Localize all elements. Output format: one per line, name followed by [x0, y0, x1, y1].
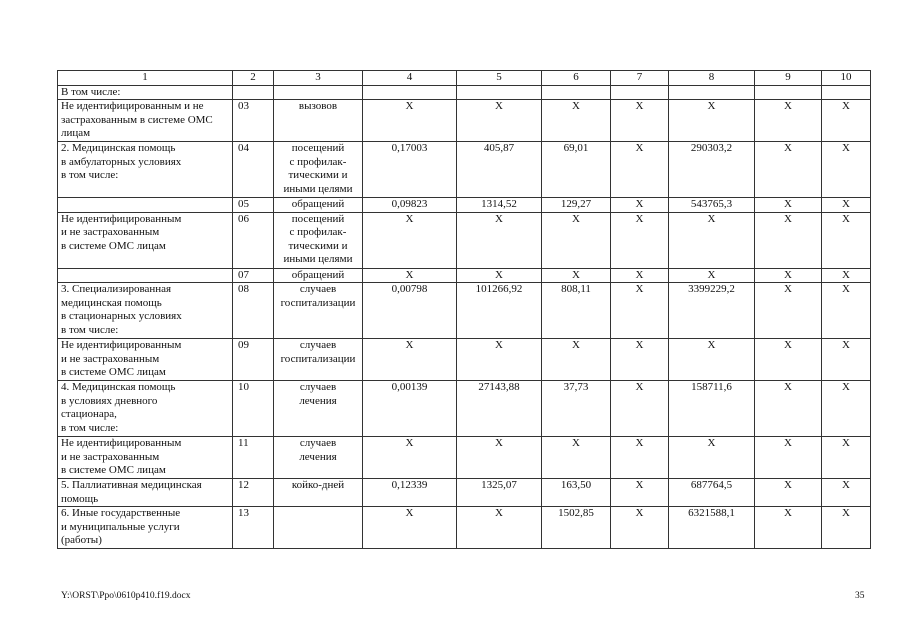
table-cell: X [611, 142, 669, 198]
table-cell: X [755, 479, 822, 507]
table-cell: Не идентифицированным и не застрахованным в системе ОМС лицам [58, 437, 233, 479]
table-cell: X [611, 283, 669, 339]
table-cell: 27143,88 [457, 381, 542, 437]
table-cell [669, 85, 755, 100]
table-cell: посещений с профилак- тическими и иными целями [274, 142, 363, 198]
table-cell: 0,00798 [363, 283, 457, 339]
table-cell: X [457, 212, 542, 268]
table-cell: X [755, 437, 822, 479]
table-row [58, 268, 871, 283]
table-cell: X [755, 283, 822, 339]
table-cell: X [822, 198, 871, 213]
table-cell: X [755, 339, 822, 381]
table-row [58, 339, 871, 381]
header-cell: 2 [233, 71, 274, 86]
table-cell: X [363, 100, 457, 142]
table-cell: X [611, 212, 669, 268]
header-cell: 9 [755, 71, 822, 86]
table-cell: 129,27 [542, 198, 611, 213]
table-cell: X [822, 479, 871, 507]
table-cell: Не идентифицированным и не застрахованным в системе ОМС лицам [58, 339, 233, 381]
header-cell: 5 [457, 71, 542, 86]
table-cell: 03 [233, 100, 274, 142]
table-cell: 05 [233, 198, 274, 213]
table-cell: случаев госпитализации [274, 283, 363, 339]
table-cell: X [822, 283, 871, 339]
table-cell: X [669, 339, 755, 381]
table-cell: 1314,52 [457, 198, 542, 213]
table-cell: X [363, 437, 457, 479]
table-cell: 12 [233, 479, 274, 507]
table-cell: X [363, 339, 457, 381]
table-cell: X [611, 100, 669, 142]
table-cell: 4. Медицинская помощь в условиях дневного стационара, в том числе: [58, 381, 233, 437]
table-cell: X [669, 212, 755, 268]
table-row [58, 198, 871, 213]
table-cell: 808,11 [542, 283, 611, 339]
table-cell: X [542, 339, 611, 381]
table-cell: X [822, 507, 871, 549]
table-cell [58, 268, 233, 283]
table-cell: посещений с профилак- тическими и иными целями [274, 212, 363, 268]
table-cell: обращений [274, 198, 363, 213]
table-cell: X [457, 507, 542, 549]
header-cell: 8 [669, 71, 755, 86]
table-cell: 6. Иные государственные и муниципальные услуги (работы) [58, 507, 233, 549]
table-cell: X [669, 100, 755, 142]
table-cell: X [822, 381, 871, 437]
table-cell: 290303,2 [669, 142, 755, 198]
table-cell: X [669, 268, 755, 283]
table-cell: 0,00139 [363, 381, 457, 437]
table-cell [274, 85, 363, 100]
table-cell: X [822, 268, 871, 283]
header-cell: 1 [58, 71, 233, 86]
table-cell: X [611, 507, 669, 549]
table-cell: 158711,6 [669, 381, 755, 437]
table-cell: X [542, 437, 611, 479]
table-cell: 0,09823 [363, 198, 457, 213]
table-cell: 37,73 [542, 381, 611, 437]
table-cell: X [542, 212, 611, 268]
table-cell: 6321588,1 [669, 507, 755, 549]
footer-page-number: 35 [855, 591, 865, 601]
table-row [58, 283, 871, 339]
table-cell: обращений [274, 268, 363, 283]
table-cell: В том числе: [58, 85, 233, 100]
header-cell: 4 [363, 71, 457, 86]
table-cell: 0,17003 [363, 142, 457, 198]
table-row [58, 381, 871, 437]
table-cell: X [611, 437, 669, 479]
table-cell: 0,12339 [363, 479, 457, 507]
table-cell: 13 [233, 507, 274, 549]
table-cell: X [611, 268, 669, 283]
table-cell: 1325,07 [457, 479, 542, 507]
table-cell: 09 [233, 339, 274, 381]
table-cell: случаев лечения [274, 381, 363, 437]
table-cell [457, 85, 542, 100]
table-cell: X [822, 437, 871, 479]
table-cell: X [363, 268, 457, 283]
table-cell: X [822, 100, 871, 142]
header-cell: 10 [822, 71, 871, 86]
table-cell: 163,50 [542, 479, 611, 507]
table-cell: Не идентифицированным и не застрахованным в системе ОМС лицам [58, 100, 233, 142]
table-cell: 1502,85 [542, 507, 611, 549]
table-cell: X [755, 381, 822, 437]
table-cell [233, 85, 274, 100]
table-cell: койко-дней [274, 479, 363, 507]
table-cell: X [611, 381, 669, 437]
table-cell: 07 [233, 268, 274, 283]
header-cell: 7 [611, 71, 669, 86]
header-row [58, 71, 871, 86]
table-cell [274, 507, 363, 549]
table-cell: X [363, 507, 457, 549]
table-cell [58, 198, 233, 213]
table-cell: X [755, 268, 822, 283]
table-cell: 101266,92 [457, 283, 542, 339]
table-cell: 3. Специализированная медицинская помощь в стационарных условиях в том числе: [58, 283, 233, 339]
table-cell: X [542, 100, 611, 142]
table-cell: X [611, 339, 669, 381]
table-cell: 2. Медицинская помощь в амбулаторных условиях в том числе: [58, 142, 233, 198]
table-cell: X [611, 198, 669, 213]
table-cell: X [755, 212, 822, 268]
table-cell: случаев госпитализации [274, 339, 363, 381]
table-cell: 3399229,2 [669, 283, 755, 339]
data-table [57, 70, 871, 549]
table-cell: X [822, 142, 871, 198]
table-cell: 543765,3 [669, 198, 755, 213]
table-cell [363, 85, 457, 100]
header-cell: 6 [542, 71, 611, 86]
table-cell: X [542, 268, 611, 283]
table-cell: 405,87 [457, 142, 542, 198]
table-cell: 687764,5 [669, 479, 755, 507]
table-row [58, 100, 871, 142]
table-cell: Не идентифицированным и не застрахованным в системе ОМС лицам [58, 212, 233, 268]
table-row [58, 212, 871, 268]
table-cell: X [755, 507, 822, 549]
table-cell: X [457, 437, 542, 479]
table-cell: 04 [233, 142, 274, 198]
table-cell: X [822, 339, 871, 381]
table-row [58, 437, 871, 479]
table-cell [822, 85, 871, 100]
table-cell: 11 [233, 437, 274, 479]
header-cell: 3 [274, 71, 363, 86]
table-cell: X [755, 198, 822, 213]
table-cell: X [457, 339, 542, 381]
table-cell: X [822, 212, 871, 268]
table-cell: 08 [233, 283, 274, 339]
table-cell: X [611, 479, 669, 507]
table-cell: X [363, 212, 457, 268]
table-row [58, 507, 871, 549]
table-cell: X [755, 100, 822, 142]
table-cell: вызовов [274, 100, 363, 142]
table-cell: 06 [233, 212, 274, 268]
table-cell: X [457, 268, 542, 283]
table-cell: 69,01 [542, 142, 611, 198]
table-cell: 10 [233, 381, 274, 437]
table-cell: X [457, 100, 542, 142]
table-cell [755, 85, 822, 100]
table-row [58, 85, 871, 100]
table-cell [542, 85, 611, 100]
footer-file-path: Y:\ORST\Ppo\0610p410.f19.docx [61, 591, 191, 601]
table-cell [611, 85, 669, 100]
table-row [58, 479, 871, 507]
table-cell: случаев лечения [274, 437, 363, 479]
table-cell: 5. Паллиативная медицинская помощь [58, 479, 233, 507]
table-cell: X [755, 142, 822, 198]
table-row [58, 142, 871, 198]
table-cell: X [669, 437, 755, 479]
